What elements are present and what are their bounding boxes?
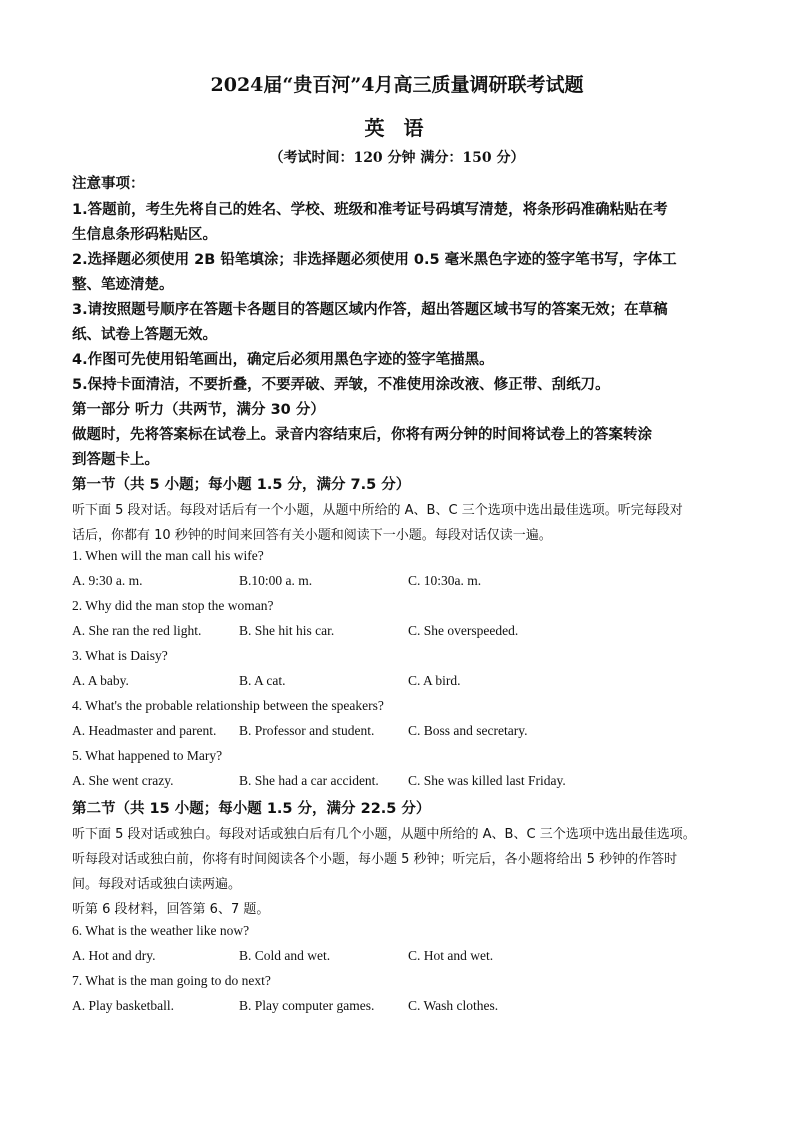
section2-intro: 听每段对话或独白前，你将有时间阅读各个小题，每小题 5 秒钟；听完后，各小题将给出 5 秒钟的作答时	[72, 852, 678, 867]
part1-heading: 第一部分 听力（共两节，满分 30 分）	[72, 402, 325, 418]
question-stem: 6. What is the weather like now?	[72, 923, 250, 938]
option-b: B. She hit his car.	[239, 623, 335, 638]
notice-line: 4.作图可先使用铅笔画出，确定后必须用黑色字迹的签字笔描黑。	[72, 352, 494, 368]
option-a: A. She ran the red light.	[72, 623, 202, 638]
exam-info: （考试时间：120 分钟 满分：150 分）	[269, 150, 525, 166]
question-stem: 4. What's the probable relationship between the speakers?	[72, 698, 384, 713]
notice-line: 生信息条形码粘贴区。	[72, 227, 217, 243]
notice-line: 2.选择题必须使用 2B 铅笔填涂；非选择题必须使用 0.5 毫米黑色字迹的签字笔书写，字体工	[72, 252, 677, 268]
option-a: A. A baby.	[72, 673, 129, 688]
notice-line: 整、笔迹清楚。	[72, 277, 174, 293]
option-c: C. She was killed last Friday.	[408, 773, 566, 788]
option-b: B. She had a car accident.	[239, 773, 379, 788]
option-b: B. Professor and student.	[239, 723, 375, 738]
section2-heading: 第二节（共 15 小题；每小题 1.5 分，满分 22.5 分）	[72, 801, 431, 817]
notice-line: 纸、试卷上答题无效。	[72, 327, 217, 343]
notice-line: 5.保持卡面清洁，不要折叠，不要弄破、弄皱，不准使用涂改液、修正带、刮纸刀。	[72, 377, 610, 393]
option-b: B. Cold and wet.	[239, 948, 331, 963]
question-stem: 7. What is the man going to do next?	[72, 973, 271, 988]
section2-intro: 间。每段对话或独白读两遍。	[72, 877, 242, 892]
section1-intro: 话后，你都有 10 秒钟的时间来回答有关小题和阅读下一小题。每段对话仅读一遍。	[72, 528, 552, 543]
option-b: B. A cat.	[239, 673, 286, 688]
option-a: A. Hot and dry.	[72, 948, 156, 963]
option-a: A. Headmaster and parent.	[72, 723, 217, 738]
option-a: A. Play basketball.	[72, 998, 174, 1013]
option-c: C. A bird.	[408, 673, 461, 688]
question-stem: 1. When will the man call his wife?	[72, 548, 264, 563]
notice-heading: 注意事项：	[72, 176, 145, 192]
option-b: B. Play computer games.	[239, 998, 375, 1013]
question-stem: 3. What is Daisy?	[72, 648, 168, 663]
part1-intro: 到答题卡上。	[72, 452, 159, 468]
exam-title: 2024届“贵百河”4月高三质量调研联考试题	[210, 74, 584, 96]
section1-intro: 听下面 5 段对话。每段对话后有一个小题，从题中所给的 A、B、C 三个选项中选出最佳选项。听完每段对	[72, 503, 683, 518]
option-a: A. She went crazy.	[72, 773, 174, 788]
part1-intro: 做题时，先将答案标在试卷上。录音内容结束后，你将有两分钟的时间将试卷上的答案转涂	[72, 427, 652, 443]
notice-line: 3.请按照题号顺序在答题卡各题目的答题区域内作答，超出答题区域书写的答案无效；在草稿	[72, 302, 668, 318]
notice-line: 1.答题前，考生先将自己的姓名、学校、班级和准考证号码填写清楚，将条形码准确粘贴在考	[72, 202, 668, 218]
option-a: A. 9:30 a. m.	[72, 573, 143, 588]
section2-intro: 听下面 5 段对话或独白。每段对话或独白后有几个小题，从题中所给的 A、B、C 三个选项中选出最佳选项。	[72, 827, 696, 842]
question-stem: 2. Why did the man stop the woman?	[72, 598, 274, 613]
option-c: C. Hot and wet.	[408, 948, 494, 963]
option-b: B.10:00 a. m.	[239, 573, 313, 588]
option-c: C. 10:30a. m.	[408, 573, 482, 588]
option-c: C. She overspeeded.	[408, 623, 519, 638]
section1-heading: 第一节（共 5 小题；每小题 1.5 分，满分 7.5 分）	[72, 477, 411, 493]
subject-title: 英 语	[364, 116, 430, 140]
question-stem: 5. What happened to Mary?	[72, 748, 223, 763]
option-c: C. Wash clothes.	[408, 998, 499, 1013]
option-c: C. Boss and secretary.	[408, 723, 528, 738]
material-note: 听第 6 段材料，回答第 6、7 题。	[72, 902, 270, 917]
